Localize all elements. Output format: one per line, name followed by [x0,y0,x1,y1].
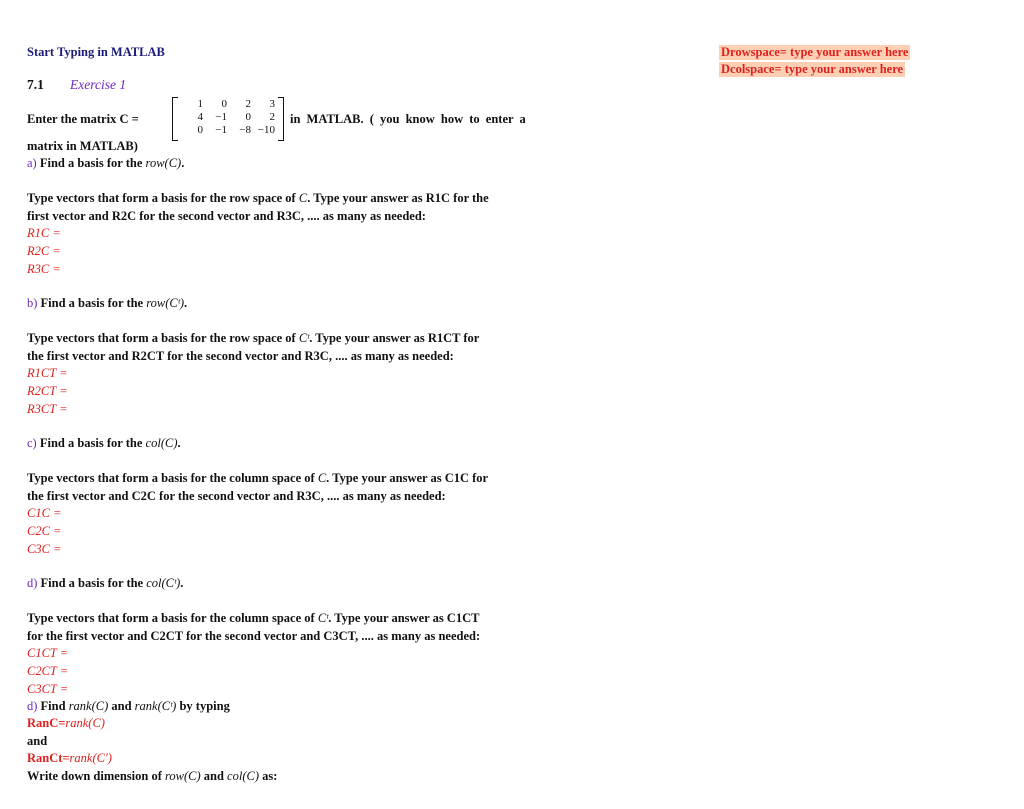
math: rank(C) [68,699,109,713]
answer-c2ct[interactable]: C2CT = [27,664,69,678]
part-b-instructions [27,331,479,346]
text: Type vectors that form a basis for the column space of [27,471,315,485]
math: rank(Cᵗ) [134,699,177,713]
math: col(C) [227,769,259,783]
part-text: Find a basis for the [40,576,144,590]
text: . Type your answer as R1C for the [307,191,489,205]
drowspace-answer-field[interactable]: Drowspace= type your answer here [721,45,909,59]
dcolspace-answer-field[interactable]: Dcolspace= type your answer here [721,62,904,76]
math: row(C) [145,156,182,170]
text: Type vectors that form a basis for the row space of [27,191,296,205]
answer-ranc[interactable] [27,716,105,731]
page-title: Start Typing in MATLAB [27,45,165,59]
math: row(C) [164,769,201,783]
part-label: b) [27,296,38,310]
part-text: Find a basis for the [39,156,143,170]
intro-text-line2: matrix in MATLAB) [27,139,138,153]
answer-c3c[interactable]: C3C = [27,542,62,556]
and-text: and [27,734,48,748]
matrix-cell: −8 [239,124,251,136]
matrix-cell: 4 [197,111,203,123]
matrix-cell: 0 [221,98,227,110]
part-text: Find a basis for the [39,436,143,450]
text: and [203,769,224,783]
dimension-instructions [27,769,277,784]
text: as: [262,769,278,783]
text: Type vectors that form a basis for the column space of [27,611,315,625]
part-c-instructions [27,471,488,486]
part-d-instructions-2: for the first vector and C2CT for the second vector and C3CT, .... as many as needed: [27,629,481,643]
matrix-c [172,97,284,141]
part-text: Find a basis for the [40,296,144,310]
matrix-cell: 3 [269,98,275,110]
part-a-instructions-2: first vector and R2C for the second vector and R3C, .... as many as needed: [27,209,426,223]
matrix-cell: −1 [215,111,227,123]
text: . Type your answer as C1C for [326,471,489,485]
math: C [298,191,308,205]
answer-c1c[interactable]: C1C = [27,506,62,520]
answer-ranct[interactable] [27,751,112,766]
punct: . [184,296,188,310]
text: . Type your answer as C1CT [328,611,480,625]
matrix-cell: −1 [215,124,227,136]
part-d-heading [27,576,183,591]
part-b-instructions-2: the first vector and R2CT for the second vector and R3C, .... as many as needed: [27,349,454,363]
part-rank-heading [27,699,230,714]
section-number: 7.1 [27,77,44,92]
part-b-heading [27,296,187,311]
part-d-instructions [27,611,479,626]
text: RanC= [27,716,66,730]
part-c-instructions-2: the first vector and C2C for the second vector and R3C, .... as many as needed: [27,489,446,503]
text: by typing [179,699,230,713]
intro-text-post: in MATLAB. ( you know how to enter a [290,112,526,126]
part-label: c) [27,436,37,450]
math: Cᵗ [317,611,329,625]
answer-c3ct[interactable]: C3CT = [27,682,69,696]
math: rank(C′) [69,751,112,765]
math: rank(C) [65,716,105,730]
answer-c2c[interactable]: C2C = [27,524,62,538]
part-label: a) [27,156,37,170]
matrix-cell: 0 [245,111,251,123]
intro-text: Enter the matrix C = [27,112,139,126]
part-label: d) [27,699,38,713]
text: Find [40,699,66,713]
text: Type vectors that form a basis for the row space of [27,331,296,345]
matrix-cell: 2 [269,111,275,123]
matrix-cell: 1 [197,98,203,110]
text: . Type your answer as R1CT for [309,331,480,345]
answer-r3c[interactable]: R3C = [27,262,61,276]
answer-r2ct[interactable]: R2CT = [27,384,68,398]
punct: . [180,576,184,590]
text: RanCt= [27,751,70,765]
math: col(Cᵗ) [146,576,181,590]
text: and [111,699,132,713]
matrix-cell: 0 [197,124,203,136]
answer-r1ct[interactable]: R1CT = [27,366,68,380]
punct: . [177,436,181,450]
math: col(C) [145,436,178,450]
part-c-heading [27,436,181,451]
matrix-cell: 2 [245,98,251,110]
text: Write down dimension of [27,769,162,783]
answer-r3ct[interactable]: R3CT = [27,402,68,416]
answer-r1c[interactable]: R1C = [27,226,61,240]
math: row(Cᵗ) [146,296,185,310]
answer-r2c[interactable]: R2C = [27,244,61,258]
section-title: Exercise 1 [70,77,127,92]
punct: . [181,156,185,170]
part-label: d) [27,576,38,590]
answer-c1ct[interactable]: C1CT = [27,646,69,660]
matrix-cell: −10 [257,124,275,136]
part-a-instructions [27,191,489,206]
part-a-heading [27,156,184,171]
math: C [317,471,327,485]
math: Cᵗ [298,331,310,345]
